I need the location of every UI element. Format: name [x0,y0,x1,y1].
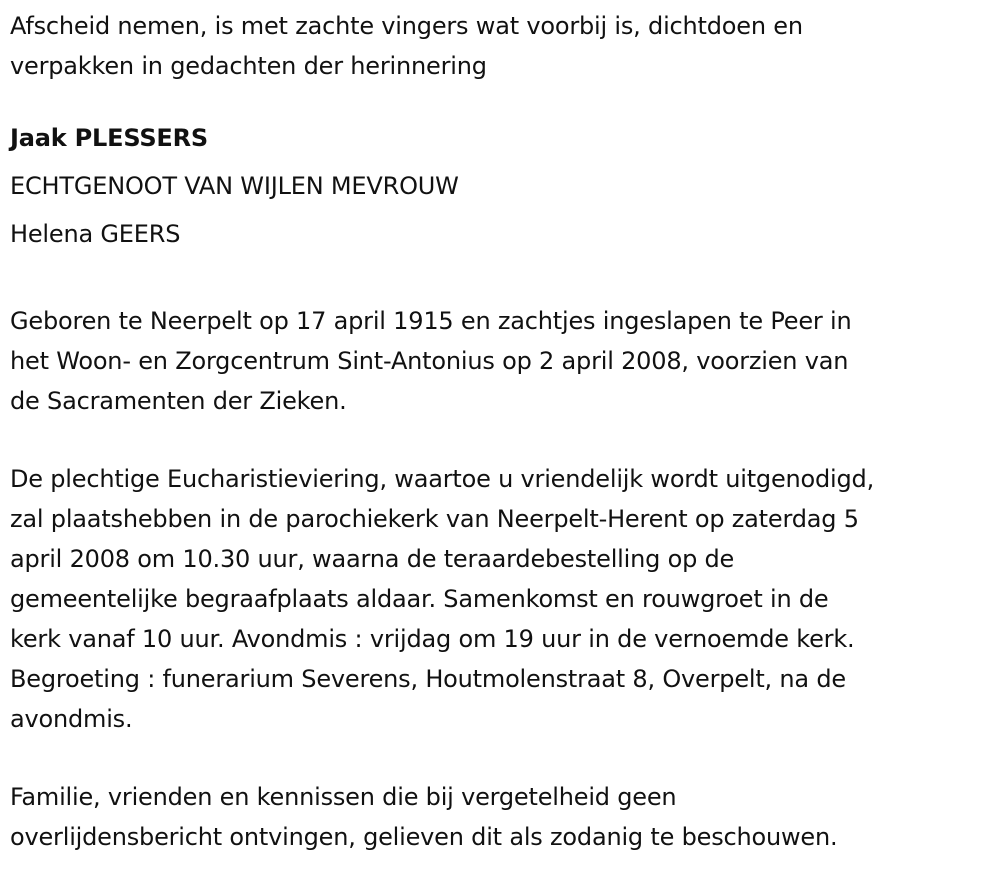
paragraph-line: april 2008 om 10.30 uur, waarna de teraardebestelling op de [10,545,735,573]
spouse-name: Helena GEERS [10,220,181,248]
paragraph-line: Geboren te Neerpelt op 17 april 1915 en zachtjes ingeslapen te Peer in [10,307,852,335]
motto-line: Afscheid nemen, is met zachte vingers wat voorbij is, dichtdoen en [10,12,803,40]
relation-text: ECHTGENOOT VAN WIJLEN MEVROUW [10,172,459,200]
paragraph-line: zal plaatshebben in de parochiekerk van Neerpelt-Herent op zaterdag 5 [10,505,859,533]
paragraph-line: de Sacramenten der Zieken. [10,387,347,415]
paragraph-line: Familie, vrienden en kennissen die bij vergetelheid geen [10,783,677,811]
paragraph-line: overlijdensbericht ontvingen, gelieven dit als zodanig te beschouwen. [10,823,838,851]
paragraph-line: kerk vanaf 10 uur. Avondmis : vrijdag om 19 uur in de vernoemde kerk. [10,625,855,653]
notice-paragraph [10,777,995,857]
paragraph-line: het Woon- en Zorgcentrum Sint-Antonius op 2 april 2008, voorzien van [10,347,849,375]
motto [10,6,995,86]
deceased-info [10,118,995,254]
paragraph-line: De plechtige Eucharistieviering, waartoe u vriendelijk wordt uitgenodigd, [10,465,875,493]
ceremony-paragraph [10,459,995,739]
obituary-notice [10,6,995,857]
paragraph-line: avondmis. [10,705,133,733]
deceased-name: Jaak PLESSERS [10,124,208,152]
birth-death-paragraph [10,301,995,421]
paragraph-line: Begroeting : funerarium Severens, Houtmolenstraat 8, Overpelt, na de [10,665,846,693]
paragraph-line: gemeentelijke begraafplaats aldaar. Samenkomst en rouwgroet in de [10,585,829,613]
motto-line: verpakken in gedachten der herinnering [10,52,487,80]
